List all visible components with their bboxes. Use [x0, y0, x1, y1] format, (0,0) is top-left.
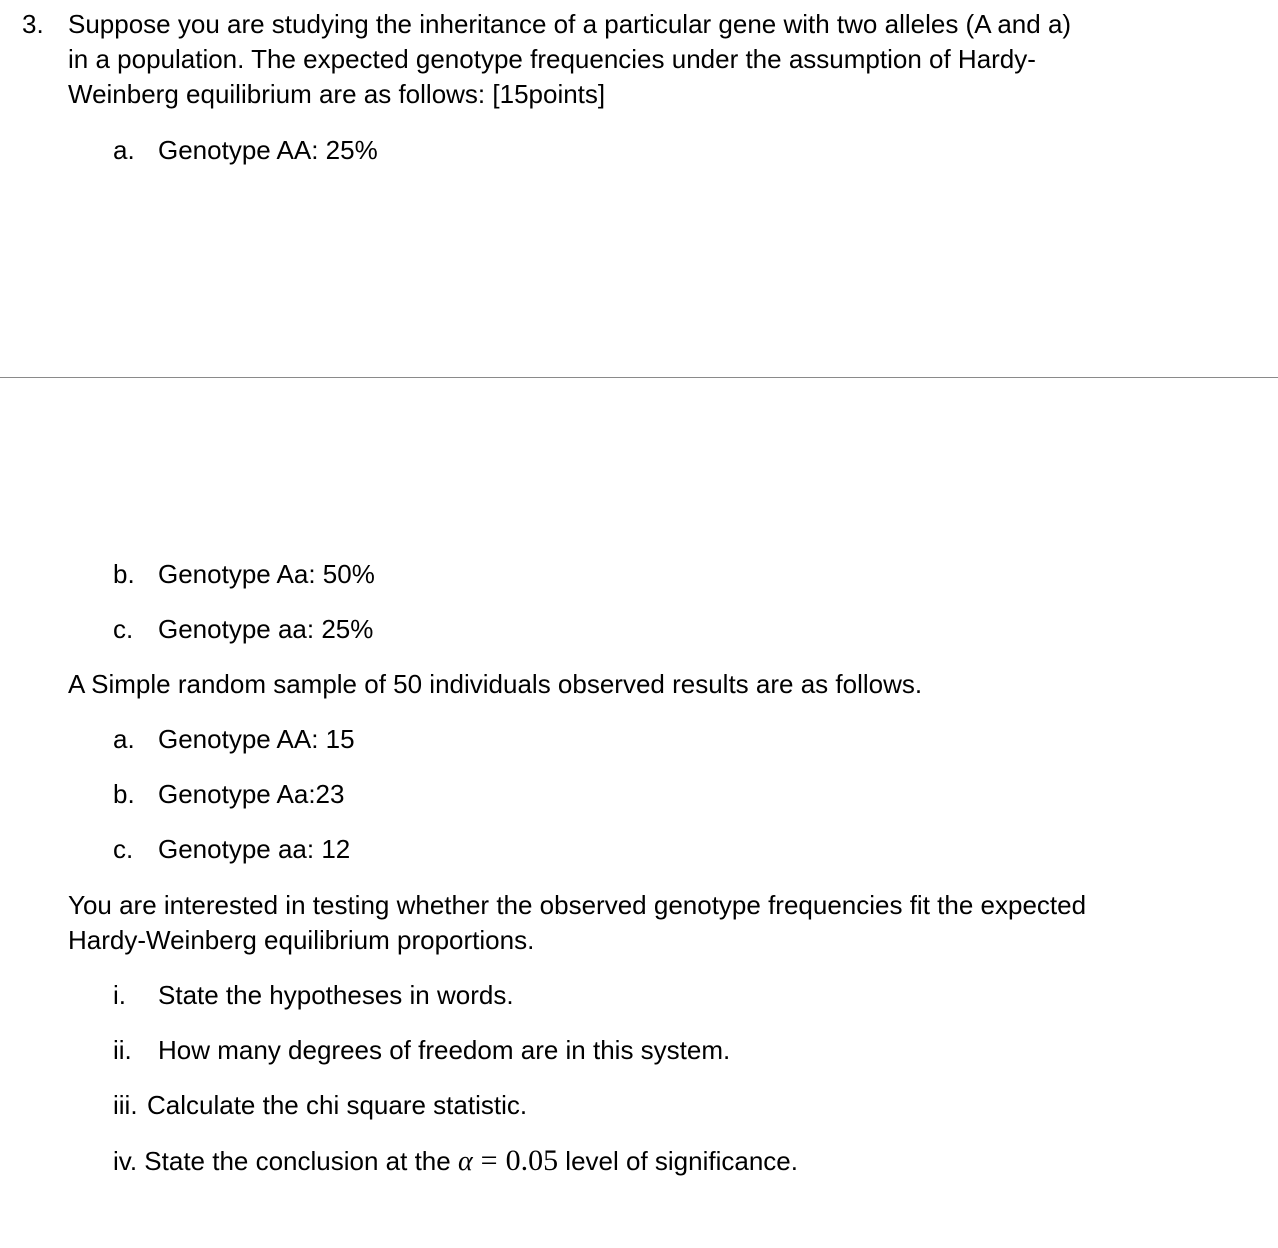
task-iv-prefix: iv. State the conclusion at the — [113, 1146, 458, 1176]
alpha-symbol: α — [457, 1146, 473, 1177]
observed-a-text: Genotype AA: 15 — [158, 724, 355, 754]
observed-a-marker: a. — [113, 724, 135, 754]
sample-intro: A Simple random sample of 50 individuals observed results are as follows. — [68, 669, 923, 699]
task-ii-text: How many degrees of freedom are in this system. — [158, 1035, 731, 1065]
expected-b-text: Genotype Aa: 50% — [158, 559, 375, 589]
intro-line-3: Weinberg equilibrium are as follows: [15points] — [68, 79, 606, 109]
expected-b-marker: b. — [113, 559, 135, 589]
task-iii-text: iii. — [113, 1090, 138, 1120]
task-ii-marker: ii. — [113, 1035, 132, 1065]
equals-sign: = — [480, 1144, 498, 1177]
expected-c-marker: c. — [113, 614, 134, 644]
intro-line-2: in a population. The expected genotype frequencies under the assumption of Hardy- — [68, 44, 1036, 74]
task-iv-line — [113, 1143, 798, 1179]
page-divider — [0, 377, 1278, 378]
task-i-marker: i. — [113, 980, 126, 1010]
observed-c-text: Genotype aa: 12 — [158, 834, 351, 864]
question-number: 3. — [22, 9, 44, 39]
expected-a-text: Genotype AA: 25% — [158, 135, 378, 165]
observed-b-text: Genotype Aa:23 — [158, 779, 345, 809]
expected-a-marker: a. — [113, 135, 135, 165]
task-iv-suffix: level of significance. — [558, 1146, 798, 1176]
expected-c-text: Genotype aa: 25% — [158, 614, 374, 644]
test-line-1: You are interested in testing whether the observed genotype frequencies fit the expected — [68, 890, 1087, 920]
test-line-2: Hardy-Weinberg equilibrium proportions. — [68, 925, 535, 955]
task-i-text: State the hypotheses in words. — [158, 980, 514, 1010]
observed-b-marker: b. — [113, 779, 135, 809]
alpha-value: 0.05 — [505, 1144, 559, 1177]
observed-c-marker: c. — [113, 834, 134, 864]
task-iii-body: Calculate the chi square statistic. — [147, 1090, 528, 1120]
intro-line-1: Suppose you are studying the inheritance of a particular gene with two alleles (A and a) — [68, 9, 1072, 39]
